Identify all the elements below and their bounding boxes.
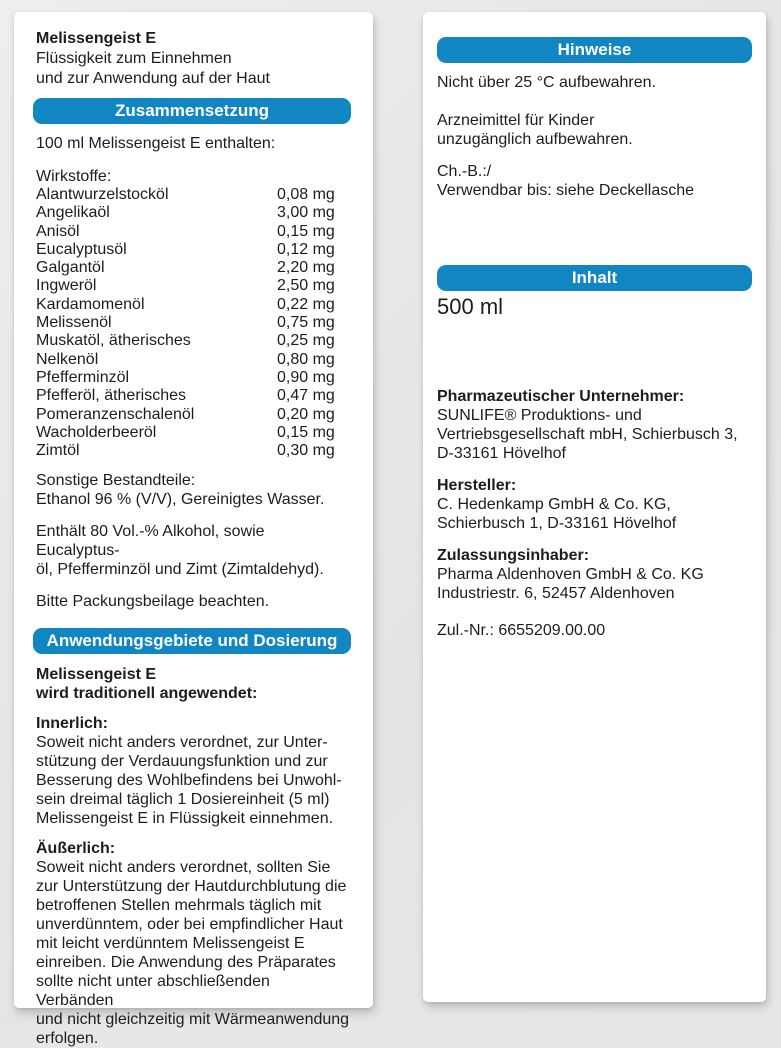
other-ingredients-block xyxy=(36,471,351,509)
ingredient-name: Zimtöl xyxy=(36,442,80,460)
left-label-panel xyxy=(14,12,373,1048)
approval-number: Zul.-Nr.: 6655209.00.00 xyxy=(437,622,606,639)
external-use-block xyxy=(36,839,351,1048)
ingredient-row xyxy=(36,442,351,460)
storage-note: Nicht über 25 °C aufbewahren. xyxy=(437,74,656,91)
ingredient-amount: 2,20 mg xyxy=(277,259,335,277)
ingredient-row xyxy=(36,406,351,424)
batch-expiry-note xyxy=(437,162,752,200)
usage-intro-line: wird traditionell angewendet: xyxy=(36,685,258,703)
ingredient-row xyxy=(36,351,351,369)
company-line: C. Hedenkamp GmbH & Co. KG, xyxy=(437,496,671,513)
ingredient-row xyxy=(36,259,351,277)
external-use-lines xyxy=(36,858,351,1048)
company-lines xyxy=(437,565,752,603)
alcohol-note-line: öl, Pfefferminzöl und Zimt (Zimtaldehyd). xyxy=(36,561,324,579)
ingredient-amount: 0,20 mg xyxy=(277,405,335,423)
children-note xyxy=(437,111,752,149)
other-ingredients-label: Sonstige Bestandteile: xyxy=(36,472,196,490)
ingredient-name: Angelikaöl xyxy=(36,204,110,222)
ingredient-row xyxy=(36,424,351,442)
internal-use-block xyxy=(36,714,351,828)
ingredient-name: Pfefferminzöl xyxy=(36,368,130,386)
pharma-company-block xyxy=(437,387,752,463)
external-use-line: Soweit nicht anders verordnet, sollten Sie xyxy=(36,859,331,877)
external-use-line: mit leicht verdünntem Melissengeist E xyxy=(36,935,305,953)
ingredient-row xyxy=(36,332,351,350)
product-form-lines xyxy=(36,49,351,89)
ingredient-name: Wacholderbeeröl xyxy=(36,423,157,441)
ingredient-amount: 0,15 mg xyxy=(277,222,335,240)
license-holder-block xyxy=(437,546,752,603)
ingredient-name: Pomeranzenschalenöl xyxy=(36,405,195,423)
section-header-composition: Zusammensetzung xyxy=(33,98,351,124)
internal-use-label: Innerlich: xyxy=(36,715,109,733)
company-line: D-33161 Hövelhof xyxy=(437,445,566,462)
ingredient-name: Nelkenöl xyxy=(36,350,99,368)
ingredient-amount: 0,22 mg xyxy=(277,295,335,313)
external-use-line: betroffenen Stellen mehrmals täglich mit xyxy=(36,897,322,915)
ingredient-name: Galgantöl xyxy=(36,259,105,277)
company-label: Zulassungsinhaber: xyxy=(437,547,590,564)
company-line: Schierbusch 1, D-33161 Hövelhof xyxy=(437,515,677,532)
ingredient-row xyxy=(36,277,351,295)
internal-use-line: Melissengeist E in Flüssigkeit einnehmen. xyxy=(36,810,334,828)
manufacturer-block xyxy=(437,476,752,533)
product-form-line: und zur Anwendung auf der Haut xyxy=(36,70,270,87)
ingredient-name: Alantwurzelstocköl xyxy=(36,186,169,203)
ingredient-amount: 0,12 mg xyxy=(277,240,335,258)
alcohol-note xyxy=(36,522,351,579)
product-title: Melissengeist E xyxy=(36,30,157,47)
ingredient-amount: 0,90 mg xyxy=(277,368,335,386)
internal-use-line: Besserung des Wohlbefindens bei Unwohl- xyxy=(36,772,342,790)
batch-line: Verwendbar bis: siehe Deckellasche xyxy=(437,182,695,199)
ingredient-table xyxy=(36,186,351,460)
ingredient-amount: 0,47 mg xyxy=(277,387,335,405)
company-line: Industriestr. 6, 52457 Aldenhoven xyxy=(437,585,675,602)
company-label: Pharmazeutischer Unternehmer: xyxy=(437,388,685,405)
right-label-panel xyxy=(423,12,766,1002)
ingredient-row xyxy=(36,223,351,241)
external-use-line: unverdünntem, oder bei empfindlicher Haut xyxy=(36,916,343,934)
external-use-line: erfolgen. xyxy=(36,1030,99,1048)
ingredient-amount: 2,50 mg xyxy=(277,277,335,295)
other-ingredients-text: Ethanol 96 % (V/V), Gereinigtes Wasser. xyxy=(36,491,325,509)
external-use-line: sollte nicht unter abschließenden Verbänden xyxy=(36,973,270,1010)
company-line: SUNLIFE® Produktions- und xyxy=(437,407,642,424)
ingredient-name: Ingweröl xyxy=(36,277,97,295)
external-use-label: Äußerlich: xyxy=(36,840,116,858)
ingredient-row xyxy=(36,296,351,314)
ingredient-name: Muskatöl, ätherisches xyxy=(36,332,191,350)
ingredient-name: Eucalyptusöl xyxy=(36,240,127,258)
ingredient-amount: 0,80 mg xyxy=(277,350,335,368)
company-line: Pharma Aldenhoven GmbH & Co. KG xyxy=(437,566,704,583)
company-lines xyxy=(437,406,752,463)
ingredient-row xyxy=(36,314,351,332)
ingredient-name: Kardamomenöl xyxy=(36,295,145,313)
children-note-line: unzugänglich aufbewahren. xyxy=(437,131,633,148)
ingredient-amount: 0,25 mg xyxy=(277,332,335,350)
section-header-hinweise: Hinweise xyxy=(437,37,752,63)
ingredient-amount: 0,08 mg xyxy=(277,186,335,203)
composition-intro: 100 ml Melissengeist E enthalten: xyxy=(36,135,276,152)
ingredient-row xyxy=(36,186,351,204)
leaflet-note: Bitte Packungsbeilage beachten. xyxy=(36,593,270,611)
alcohol-note-line: Enthält 80 Vol.-% Alkohol, sowie Eucalyptus- xyxy=(36,523,265,560)
company-info xyxy=(437,387,752,603)
internal-use-line: sein dreimal täglich 1 Dosiereinheit (5 ml) xyxy=(36,791,330,809)
usage-intro-line: Melissengeist E xyxy=(36,666,157,684)
ingredient-row xyxy=(36,369,351,387)
internal-use-line: stützung der Verdauungsfunktion und zur xyxy=(36,753,328,771)
ingredient-name: Melissenöl xyxy=(36,314,112,332)
ingredient-name: Anisöl xyxy=(36,222,80,240)
usage-intro xyxy=(36,665,351,703)
product-form-line: Flüssigkeit zum Einnehmen xyxy=(36,50,232,67)
ingredient-amount: 0,75 mg xyxy=(277,314,335,332)
section-header-usage: Anwendungsgebiete und Dosierung xyxy=(33,628,351,654)
section-header-inhalt: Inhalt xyxy=(437,265,752,291)
actives-label: Wirkstoffe: xyxy=(36,168,112,185)
internal-use-line: Soweit nicht anders verordnet, zur Unter- xyxy=(36,734,328,752)
ingredient-row xyxy=(36,241,351,259)
ingredient-name: Pfefferöl, ätherisches xyxy=(36,387,187,405)
volume-text: 500 ml xyxy=(437,294,504,319)
company-label: Hersteller: xyxy=(437,477,517,494)
batch-line: Ch.-B.:/ xyxy=(437,163,492,180)
ingredient-amount: 3,00 mg xyxy=(277,204,335,222)
ingredient-row xyxy=(36,204,351,222)
company-lines xyxy=(437,495,752,533)
internal-use-lines xyxy=(36,733,351,828)
external-use-line: einreiben. Die Anwendung des Präparates xyxy=(36,954,336,972)
ingredient-amount: 0,15 mg xyxy=(277,423,335,441)
children-note-line: Arzneimittel für Kinder xyxy=(437,112,595,129)
external-use-line: und nicht gleichzeitig mit Wärmeanwendung xyxy=(36,1011,350,1029)
ingredient-amount: 0,30 mg xyxy=(277,442,335,460)
company-line: Vertriebsgesellschaft mbH, Schierbusch 3, xyxy=(437,426,738,443)
product-header xyxy=(36,12,351,89)
ingredient-row xyxy=(36,387,351,405)
external-use-line: zur Unterstützung der Hautdurchblutung die xyxy=(36,878,347,896)
